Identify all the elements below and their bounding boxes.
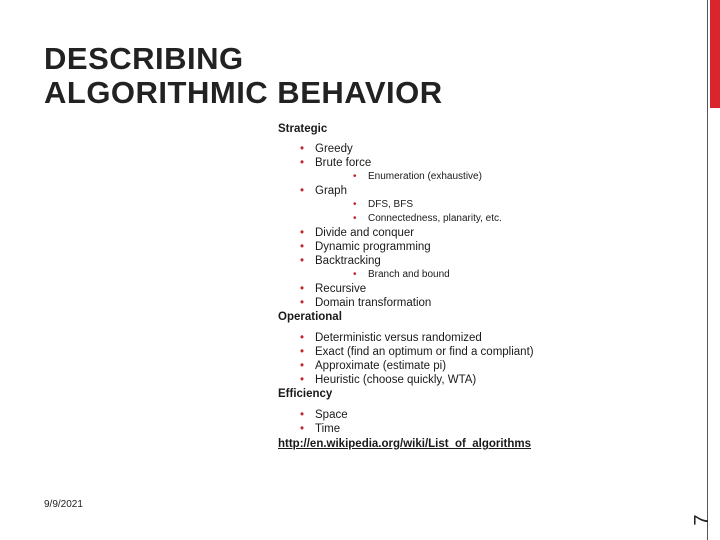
sub-list-item-label: Connectedness, planarity, etc. — [368, 213, 502, 224]
list-item-label: Space — [315, 409, 348, 421]
sub-list-item — [278, 268, 698, 282]
list-item-label: Backtracking — [315, 255, 381, 267]
slide-title — [44, 42, 443, 110]
list-item — [278, 359, 698, 373]
list-item-label: Deterministic versus randomized — [315, 332, 482, 344]
list-item-label: Brute force — [315, 157, 372, 169]
sub-list-item — [278, 212, 698, 226]
list-item — [278, 345, 698, 359]
list-item — [278, 254, 698, 268]
heading-operational: Operational — [278, 311, 342, 323]
list-item — [278, 156, 698, 170]
slide-date: 9/9/2021 — [44, 499, 83, 510]
list-item — [278, 331, 698, 345]
slide-title-line-1: DESCRIBING — [44, 41, 244, 76]
list-item-label: Dynamic programming — [315, 241, 431, 253]
slide-content — [278, 122, 698, 451]
sub-list-item-label: DFS, BFS — [368, 199, 414, 210]
right-divider — [707, 0, 708, 540]
list-item-label: Exact (find an optimum or find a compliant) — [315, 346, 534, 358]
list-item — [278, 240, 698, 254]
sub-list-item-label: Branch and bound — [368, 269, 450, 280]
sub-list-item — [278, 198, 698, 212]
sub-list-item-label: Enumeration (exhaustive) — [368, 171, 482, 182]
list-item-label: Heuristic (choose quickly, WTA) — [315, 374, 477, 386]
algorithms-link[interactable]: http://en.wikipedia.org/wiki/List_of_algorithms — [278, 438, 532, 450]
list-item — [278, 422, 698, 436]
list-item-label: Graph — [315, 185, 347, 197]
list-item — [278, 282, 698, 296]
list-item-label: Approximate (estimate pi) — [315, 360, 447, 372]
heading-strategic: Strategic — [278, 123, 328, 135]
operational-list — [278, 331, 698, 387]
list-item-label: Recursive — [315, 283, 367, 295]
slide-number: 7 — [691, 514, 713, 526]
list-item — [278, 226, 698, 240]
efficiency-list — [278, 408, 698, 436]
slide-title-line-2: ALGORITHMIC BEHAVIOR — [44, 75, 443, 110]
list-item — [278, 373, 698, 387]
list-item — [278, 142, 698, 156]
list-item-label: Greedy — [315, 143, 353, 155]
strategic-list — [278, 142, 698, 310]
heading-efficiency: Efficiency — [278, 388, 333, 400]
sub-list-item — [278, 170, 698, 184]
list-item — [278, 408, 698, 422]
list-item-label: Domain transformation — [315, 297, 432, 309]
list-item — [278, 184, 698, 198]
list-item-label: Time — [315, 423, 341, 435]
list-item-label: Divide and conquer — [315, 227, 415, 239]
list-item — [278, 296, 698, 310]
accent-bar — [710, 0, 720, 108]
